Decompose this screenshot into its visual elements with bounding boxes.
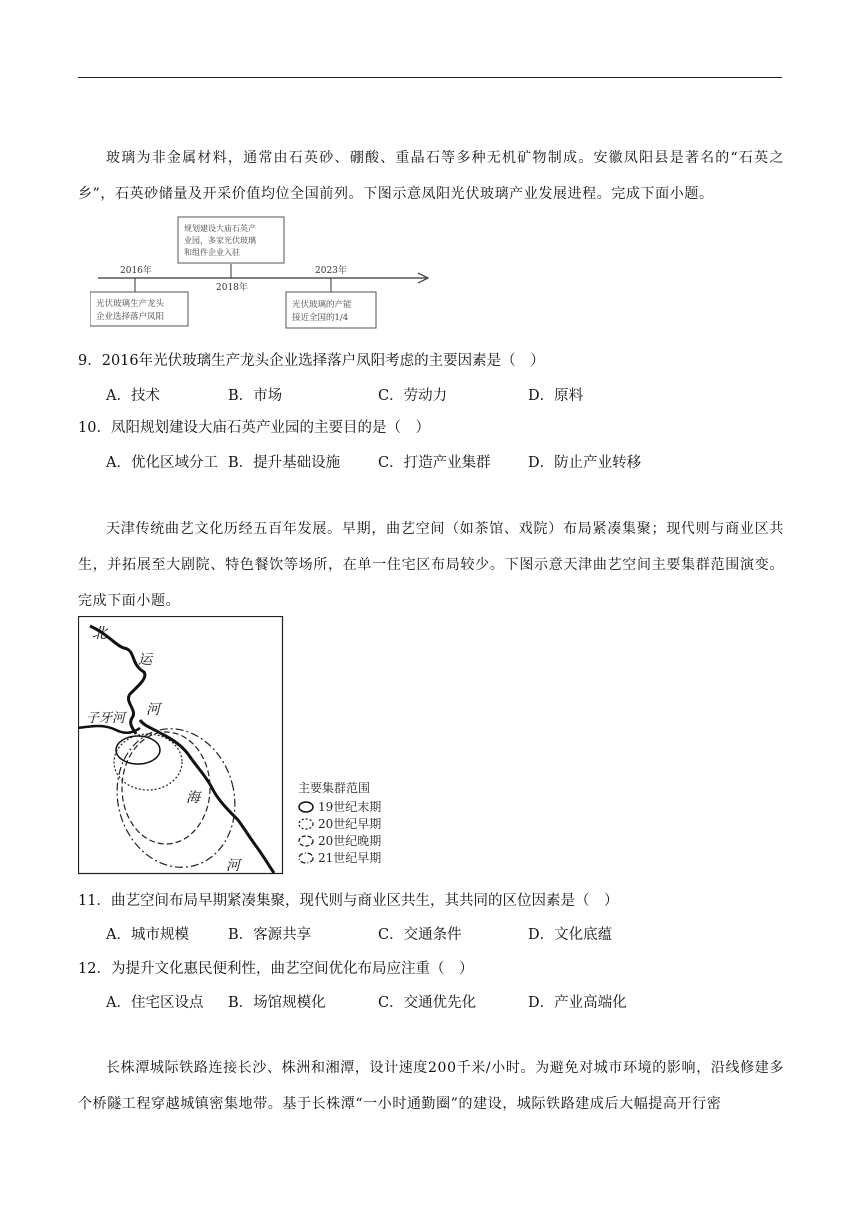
- q12-option-c[interactable]: C．交通优先化: [378, 995, 477, 1011]
- legend-swatch-19th-late: [299, 802, 313, 812]
- q9-option-d[interactable]: D．原料: [528, 388, 584, 404]
- q9-option-a[interactable]: A．技术: [106, 388, 160, 404]
- q12-option-a[interactable]: A．住宅区设点: [106, 995, 204, 1011]
- question-11: 11．曲艺空间布局早期紧凑集聚，现代则与商业区共生，其共同的区位因素是（ ）: [78, 893, 619, 909]
- label-ziyahe: 子牙河: [86, 711, 126, 726]
- q12-option-b[interactable]: B．场馆规模化: [228, 995, 326, 1011]
- box-2018-line2: 业园，多家光伏玻璃: [184, 236, 256, 245]
- legend-title: 主要集群范围: [298, 781, 371, 795]
- box-2023-line1: 光伏玻璃的产能: [292, 300, 352, 310]
- label-he2: 河: [226, 858, 240, 874]
- question-12: 12．为提升文化惠民便利性，曲艺空间优化布局应注重（ ）: [78, 961, 474, 977]
- q10-option-c[interactable]: C．打造产业集群: [378, 455, 491, 471]
- box-2018-line1: 规划建设大庙石英产: [184, 224, 256, 233]
- year-2023: 2023年: [315, 266, 347, 276]
- question-10: 10．凤阳规划建设大庙石英产业园的主要目的是（ ）: [78, 420, 430, 436]
- box-2016-line1: 光伏玻璃生产龙头: [96, 299, 165, 309]
- q9-option-b[interactable]: B．市场: [228, 388, 283, 404]
- legend-21st-early: 21世纪早期: [318, 851, 382, 865]
- year-2018: 2018年: [216, 283, 248, 293]
- header-rule: [78, 77, 782, 78]
- passage-tianjin: 天津传统曲艺文化历经五百年发展。早期，曲艺空间（如茶馆、戏院）布局紧凑集聚；现代则与商业区共生，并拓展至大剧院、特色餐饮等场所，在单一住宅区布局较少。下图示意天津曲艺空间主要集群范围演变。完成下面小题。: [78, 521, 784, 609]
- legend-20th-early: 20世纪早期: [318, 817, 382, 831]
- timeline-figure: [90, 212, 440, 334]
- label-yun: 运: [138, 652, 152, 668]
- box-2023-line2: 接近全国的1/4: [292, 313, 349, 323]
- passage-changzhutan: 长株潭城际铁路连接长沙、株洲和湘潭，设计速度200千米/小时。为避免对城市环境的影响，沿线修建多个桥隧工程穿越城镇密集地带。基于长株潭“一小时通勤圈”的建设，城际铁路建成后大幅提高开行密: [78, 1060, 784, 1112]
- legend-swatch-20th-late: [299, 836, 313, 846]
- passage-glass: 玻璃为非金属材料，通常由石英砂、硼酸、重晶石等多种无机矿物制成。安徽凤阳县是著名的“石英之乡”，石英砂储量及开采价值均位全国前列。下图示意凤阳光伏玻璃产业发展进程。完成下面小题。: [78, 150, 784, 202]
- q9-option-c[interactable]: C．劳动力: [378, 388, 448, 404]
- q11-option-d[interactable]: D．文化底蕴: [528, 927, 613, 943]
- box-2016-line2: 企业选择落户凤阳: [96, 312, 165, 322]
- question-9: 9．2016年光伏玻璃生产龙头企业选择落户凤阳考虑的主要因素是（ ）: [78, 353, 545, 369]
- label-bei: 北: [92, 624, 108, 642]
- q12-option-d[interactable]: D．产业高端化: [528, 995, 627, 1011]
- q11-option-a[interactable]: A．城市规模: [106, 927, 189, 943]
- q10-option-a[interactable]: A．优化区域分工: [106, 455, 218, 471]
- legend-swatch-20th-early: [299, 819, 313, 829]
- legend-20th-late: 20世纪晚期: [318, 834, 382, 848]
- q11-option-c[interactable]: C．交通条件: [378, 927, 462, 943]
- q10-option-d[interactable]: D．防止产业转移: [528, 455, 642, 471]
- q10-option-b[interactable]: B．提升基础设施: [228, 455, 341, 471]
- tianjin-map: [78, 616, 398, 876]
- legend-swatch-21st-early: [299, 853, 313, 863]
- year-2016: 2016年: [120, 266, 152, 276]
- q11-option-b[interactable]: B．客源共享: [228, 927, 312, 943]
- label-he1: 河: [146, 702, 160, 718]
- label-hai: 海: [186, 790, 200, 806]
- legend-19th-late: 19世纪末期: [318, 800, 382, 814]
- box-2018-line3: 和组件企业入驻: [184, 248, 240, 257]
